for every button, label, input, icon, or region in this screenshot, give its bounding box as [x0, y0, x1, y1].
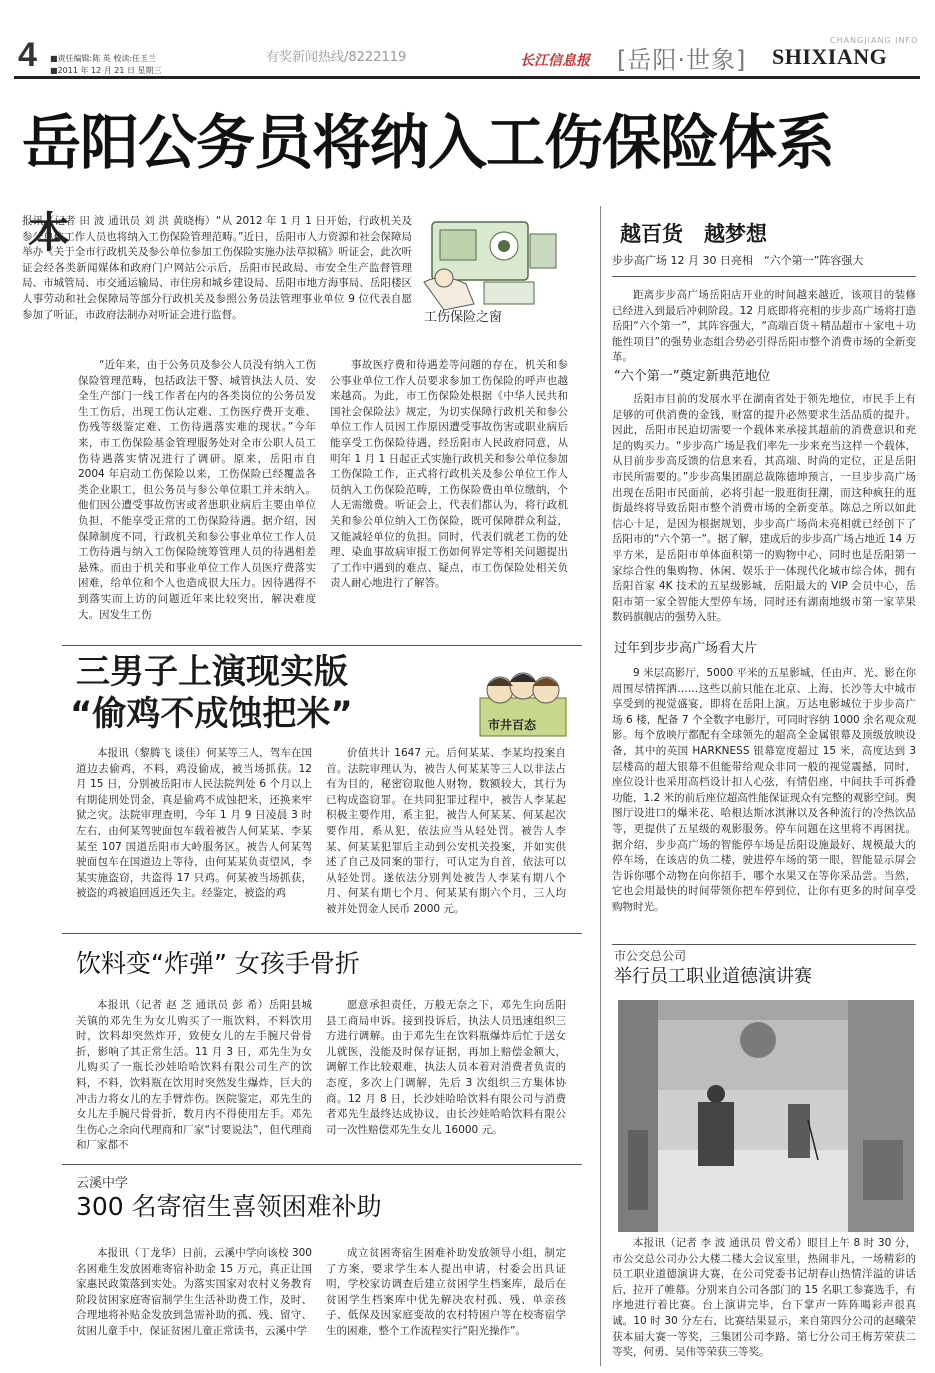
- lead-column-1: “近年来，由于公务员及参公人员没有纳入工伤保险管理范畴，包括政法干警、城管执法人员、安全生产部门一线工作者在内的各类岗位的公务员发生工伤后，出现工伤认定难、工伤医疗费开支难、伤残等级鉴定难、工伤待遇落实难的现状。”今年来，市工伤保险基金管理服务处对全市公职人员工伤待遇落实情况进行了调研。原来，岳阳市自 2004 年启动工伤保险以来，工伤保险已经覆盖各类企业职工，但公务员与参公单位职工并未纳入。他们因公遭受事故伤害或者患职业病后主要由单位负担，不能享受正常的工伤保险待遇。据介绍，因保障制度不同，行政机关和参公事业单位工作人员工伤待遇与纳入工伤保险统筹管理人员的待遇相差悬殊。而由于机关和事业单位工作人员医疗费落实困难，给单位和个人也造成很大压力。因待遇得不到落实而上访的问题近年来比较突出，解决难度大。因发生工伤: [78, 359, 316, 621]
- lead-headline: 岳阳公务员将纳入工伤保险体系: [22, 108, 835, 177]
- date-line: ■2011 年 12 月 21 日 星期三: [50, 66, 162, 75]
- article3-headline: 饮料变“炸弹” 女孩手骨折: [76, 949, 360, 978]
- right1-headline: 越百货 越梦想: [620, 222, 767, 246]
- divider-3: [62, 1164, 582, 1165]
- right-column-rule: [600, 206, 601, 1366]
- illustration-caption: 工伤保险之窗: [424, 310, 503, 325]
- article2-headline-1: 三男子上演现实版: [76, 652, 348, 692]
- page-number: 4: [18, 36, 37, 74]
- street-life-label: 市井百态: [488, 718, 537, 732]
- right2-kicker: 市公交总公司: [614, 949, 687, 963]
- right1-paragraph-2: 岳阳市目前的发展水平在湖南省处于领先地位，市民手上有足够的可供消费的金钱，财富的提升必然要求生活品质的提升。因此，岳阳市民迫切需要一个载体来承接其超前的消费意识和充足的购买力。“步步高广场是我们率先一步来充当这样一个载体，从目前步步高反馈的信息来看，其高端、时尚的定位，正是岳阳市民所需要的。”步步高集团副总裁陈德坤预言，一旦步步高广场出现在岳阳市民面前，必将引起一股逛街狂潮，而这种疯狂的逛街最终将导致岳阳市整个消费市场的全新变革。陈总之所以如此信心十足，是因为根据规划，步步高广场尚未亮相就已经创下了岳阳市的“六个第一”。据了解，建成后的步步高广场占地近 14 万平方米，是岳阳市单体面积第一的购物中心，同时也是岳阳第一家综合性的集购物、休闲、娱乐于一体现代化城市综合体，拥有岳阳首家 4K 技术的五星级影城，岳阳最大的 VIP 会员中心，岳阳市第一家全智能大型停车场，同时还有湖南地级市第一家苹果数码旗舰店的强势入驻。: [612, 393, 916, 624]
- speech-contest-photo: [618, 1000, 914, 1232]
- lead-column-2: 事故医疗费和待遇差等问题的存在，机关和参公事业单位工作人员要求参加工伤保险的呼声也越来越高。为此，市工伤保险处根据《中华人民共和国社会保险法》规定，为切实保障行政机关和参公单位工作人员因工作原因遭受事故伤害或职业病后能享受工伤保险待遇，经岳阳市人民政府同意，从明年 1 月 1 日起正式实施行政机关和参公单位参加工伤保险工作，正式将行政机关及参公单位工作人员纳入工伤保险范畴，工伤保险费由单位缴纳，个人无需缴费。听证会上，代表们都认为，将行政机关和参公单位纳入工伤保险，既可保障群众利益，又能减轻单位的负担。同时，代表们就老工伤的处理、染血事故病审报工伤如何界定等相关问题提出了工作中遇到的难点、疑点，市工伤保险处相关负责人耐心地进行了解答。: [330, 359, 568, 590]
- article2-column-2: 价值共计 1647 元。后何某某、李某均投案自首。法院审理认为，被告人何某某等三人以非法占有为目的，秘密窃取他人财物，数额较大，其行为已构成盗窃罪。在共同犯罪过程中，被告人李某起积极主要作用，系主犯，被告人何某某、何某起次要作用，系从犯，依法应当从轻处罚。被告人李某、何某某犯罪后主动到公安机关投案，并如实供述了自己及同案的罪行，可认定为自首，依法可以从轻处罚。遂依法分别判处被告人李某有期八个月、何某有期七个月、何某某有期六个月，三人均被并处罚金人民币 2000 元。: [326, 747, 566, 915]
- article4-headline: 300 名寄宿生喜领困难补助: [76, 1192, 382, 1221]
- injury-window-illustration: [414, 212, 564, 330]
- street-life-badge: [478, 660, 568, 738]
- article3-column-1: 本报讯（记者 赵 芝 通讯员 彭 希）岳阳县城关镇的邓先生为女儿购买了一瓶饮料，不料饮用时，饮料却突然炸开，致使女儿的左手腕尺骨骨折，影响了其正常生活。11 月 3 日，邓先生为女儿购买了一瓶长沙娃哈哈饮料有限公司生产的饮料，不料，饮料瓶在饮用时突然发生爆炸，巨大的冲击力将女儿的左手臂炸伤。医院鉴定，邓先生的女儿左手腕尺骨骨折，数月内不得使用左手。邓先生伤心之余向代理商和厂家“讨要说法”，但代理商和厂家都不: [76, 999, 312, 1152]
- article3-column-2: 愿意承担责任，万般无奈之下，邓先生向岳阳县工商局申诉。接到投诉后，执法人员迅速组织三方进行调解。由于邓先生在饮料瓶爆炸后忙于送女儿就医，没能及时保存证据，再加上赔偿金额大，调解工作比较艰难，执法人员本着对消费者负责的态度，多次上门调解，先后 3 次组织三方集体协商。12 月 8 日，长沙娃哈哈饮料有限公司与消费者邓先生最终达成协议，由长沙娃哈哈饮料有限公司一次性赔偿邓先生女儿 16000 元。: [326, 999, 566, 1136]
- right1-rule: [612, 276, 916, 277]
- paper-logo: 长江信息报: [520, 53, 590, 69]
- section-title: [岳阳·世象]: [617, 46, 747, 74]
- article2-column-1: 本报讯（黎腾飞 谈佳）何某等三人，驾车在国道边去偷鸡，不料，鸡没偷成，被当场抓获。12 月 15 日，分别被岳阳市人民法院判处 6 个月以上有期徒刑处罚金，真是偷鸡不成蚀把米，还换来牢狱之灾。法院审理查明，今年 1 月 9 日凌晨 3 时左右，由何某驾驶面包车载着被告人何某某、李某某至 107 国道岳阳市大岭服务区。被告人何某驾驶面包车在国道边上等待，由何某某负责望风，李某实施盗窃，共盗得 17 只鸡。何某被当场抓获，被盗的鸡被追回返还失主。经鉴定，被盗的鸡: [76, 747, 312, 900]
- section-en: SHIXIANG: [772, 44, 888, 69]
- right2-headline: 举行员工职业道德演讲赛: [614, 966, 812, 987]
- editors-line: ■责任编辑:陈 英 校读:任玉兰: [50, 54, 157, 63]
- lead-drop-cap: 本: [28, 208, 71, 257]
- site-name: CHANGJIANG INFO: [830, 36, 919, 45]
- hotline: 有奖新闻热线/8222119: [266, 50, 407, 65]
- right1-paragraph-3: 9 米层高影厅，5000 平米的五星影城，任由声、光、影在你周围尽情挥洒……这些以前只能在北京、上海、长沙等大中城市享受到的视觉盛宴，即将在岳阳上演。万达电影城位于步步高广场 6 楼，配备 7 个全数字电影厅，可同时容纳 1000 余名观众观影。每个放映厅都配有全球领先的超高全金属银幕及顶级放映设备，其中的英国 HARKNESS 银幕宽度超过 15 米，高度达到 3 层楼高的超大银幕不但能带给观众非同一般的视觉震撼，同时，座位设计也采用高档设计扣人心弦，有情侣座，中间扶手可拆叠功能，1.2 米的前后座位超高性能保证现众有完整的观影空间。舆图厅设进口的爆米花、哈根达斯冰淇淋以及各种流行的冷热饮品等，更提供了五星级的观影服务。停车问题在这里将不再困扰。据介绍，步步高广场的智能停车场是岳阳设施最好、规模最大的停车场，在该店的负二楼，驶进停车场的第一眼，智能显示屏会告诉你哪个动物在向你招手，哪个水果又在等你采品尝。当然，它也会用最快的时间带领你把车停到位，让你有更多的时间享受购物时光。: [612, 667, 916, 913]
- right-divider: [612, 944, 916, 945]
- right1-subheading-2: 过年到步步高广场看大片: [614, 641, 758, 656]
- masthead: [0, 0, 935, 80]
- article2-headline-2: “偷鸡不成蚀把米”: [70, 694, 353, 734]
- lead-intro: 报讯（记者 田 波 通讯员 刘 洪 黄晓梅）“从 2012 年 1 月 1 日开始，行政机关及参公单位工作人员也将纳入工伤保险管理范畴。”近日，岳阳市人力资源和社会保障局举办《关于全市行政机关及参公单位参加工伤保险实施办法草拟稿》听证会，此次听证会经各类新闻媒体和政府门户网站公示后，岳阳市民政局、市安全生产监督管理局、市城管局、市交通运输局、市住房和城乡建设局、岳阳市地方海事局、岳阳楼区人事劳动和社会保障局等部分行政机关及参照公务员法管理事业单位 9 位代表自愿参加了听证，市政府法制办对听证会进行监督。: [22, 215, 412, 321]
- article4-column-2: 成立贫困寄宿生困难补助发放领导小组，制定了方案，要求学生本人提出申请，村委会出具证明，学校家访调查后建立贫困学生档案库，最后在贫困学生档案库中优先解决农村孤、残、单亲孩子、低保及因家庭变故的农村特困户等在校寄宿学生的困难，整个工作流程实行“阳光操作”。: [326, 1247, 566, 1337]
- header-rule: [14, 76, 920, 79]
- right1-subheading-1: “六个第一”奠定新典范地位: [614, 369, 771, 384]
- right1-paragraph-1: 距离步步高广场岳阳店开业的时间越来越近，该项目的装修已经进入到最后冲刺阶段。12 月底即将亮相的步步高广场将打造岳阳“六个第一”，其阵容强大，“高端百货＋精品超市＋家电＋功能性项目”的强势业态组合势必引得岳阳市整个消费市场的全新变革。: [612, 289, 916, 364]
- divider-1: [62, 645, 582, 646]
- right1-subhead: 步步高广场 12 月 30 日亮相 “六个第一”阵容强大: [612, 254, 864, 267]
- article4-kicker: 云溪中学: [76, 1176, 129, 1191]
- right2-text: 本报讯（记者 李 波 通讯员 曾文希）眼目上午 8 时 30 分，市公交总公司办公大楼二楼大会议室里，热闹非凡，一场精彩的员工职业道德演讲大赛，在公司党委书记胡春山热情洋溢的讲话后，拉开了帷幕。分别来自公司各部门的 15 名职工参赛选手，有序地进行着比赛。台上演讲完毕，台下掌声一阵阵喝彩声很真诚。10 时 30 分左右，比赛结果显示，来自第四分公司的赵曦荣获本届大赛一等奖，三集团公司李路、第七分公司王梅芳荣获二等奖，何勇、吴伟等荣获三等奖。: [612, 1237, 916, 1359]
- article4-column-1: 本报讯（丁龙华）日前，云溪中学向该校 300 名困难生发放困难寄宿补助金 15 万元，真正让国家惠民政策落到实处。为落实国家对农村义务教育阶段贫困家庭寄宿制学生生活补助费工作，及时、合理地将补贴金发放到急需补助的孤、残、留守、贫困儿童手中，保证贫困儿童正常读书，云溪中学: [76, 1247, 312, 1337]
- divider-2: [62, 933, 582, 934]
